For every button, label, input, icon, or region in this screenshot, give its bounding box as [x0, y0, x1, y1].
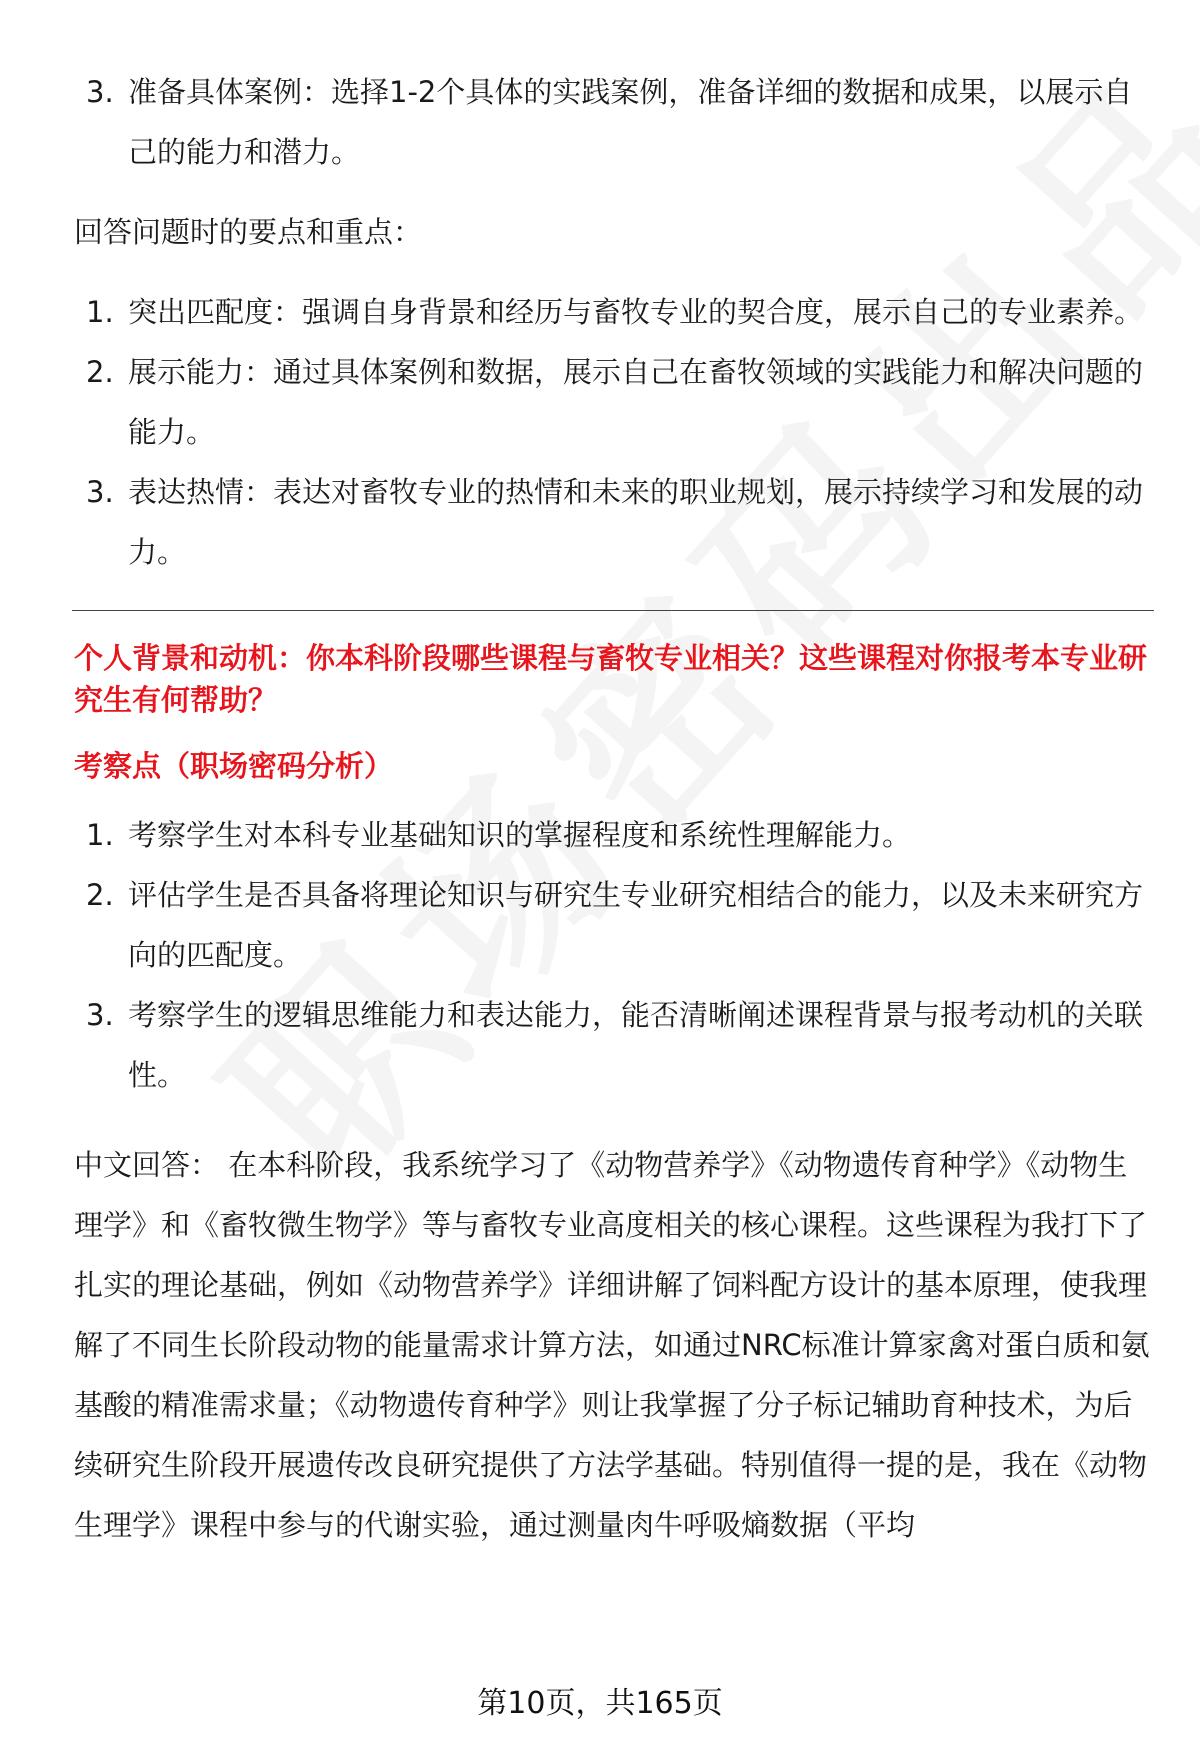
list-item: [74, 985, 1154, 1105]
list-item: [74, 805, 1154, 865]
list-number: 2.: [86, 878, 114, 912]
section-divider: [72, 610, 1154, 611]
answer-points-heading: 回答问题时的要点和重点：: [74, 215, 423, 249]
list-item: [74, 62, 1154, 182]
chinese-answer-paragraph: 中文回答： 在本科阶段，我系统学习了《动物营养学》《动物遗传育种学》《动物生理学》和《畜牧微生物学》等与畜牧专业高度相关的核心课程。这些课程为我打下了扎实的理论基础，例如《动物营养学》详细讲解了饲料配方设计的基本原理，使我理解了不同生长阶段动物的能量需求计算方法，如通过NRC标准计算家禽对蛋白质和氨基酸的精准需求量；《动物遗传育种学》则让我掌握了分子标记辅助育种技术，为后续研究生阶段开展遗传改良研究提供了方法学基础。特别值得一提的是，我在《动物生理学》课程中参与的代谢实验，通过测量肉牛呼吸熵数据（平均: [74, 1148, 1150, 1542]
list-text: 表达热情：表达对畜牧专业的热情和未来的职业规划，展示持续学习和发展的动力。: [128, 475, 1144, 569]
list-item: [74, 865, 1154, 985]
list-text: 准备具体案例：选择1-2个具体的实践案例，准备详细的数据和成果，以展示自己的能力和潜力。: [128, 75, 1133, 169]
page-number-footer: 第10页，共165页: [477, 1686, 723, 1721]
list-item: [74, 342, 1154, 462]
question-heading: 个人背景和动机：你本科阶段哪些课程与畜牧专业相关？这些课程对你报考本专业研究生有何帮助？: [74, 641, 1148, 717]
list-number: 3.: [86, 475, 114, 509]
assessment-heading: 考察点（职场密码分析）: [74, 749, 394, 783]
page-content: [74, 62, 1154, 1555]
list-text: 考察学生的逻辑思维能力和表达能力，能否清晰阐述课程背景与报考动机的关联性。: [128, 998, 1144, 1092]
list-text: 展示能力：通过具体案例和数据，展示自己在畜牧领域的实践能力和解决问题的能力。: [128, 355, 1144, 449]
list-number: 3.: [86, 75, 114, 109]
list-number: 1.: [86, 295, 114, 329]
list-item: [74, 462, 1154, 582]
list-item: [74, 282, 1154, 342]
list-text: 突出匹配度：强调自身背景和经历与畜牧专业的契合度，展示自己的专业素养。: [128, 295, 1144, 329]
list-text: 考察学生对本科专业基础知识的掌握程度和系统性理解能力。: [128, 818, 912, 852]
list-number: 1.: [86, 818, 114, 852]
list-text: 评估学生是否具备将理论知识与研究生专业研究相结合的能力，以及未来研究方向的匹配度。: [128, 878, 1144, 972]
list-number: 2.: [86, 355, 114, 389]
list-number: 3.: [86, 998, 114, 1032]
